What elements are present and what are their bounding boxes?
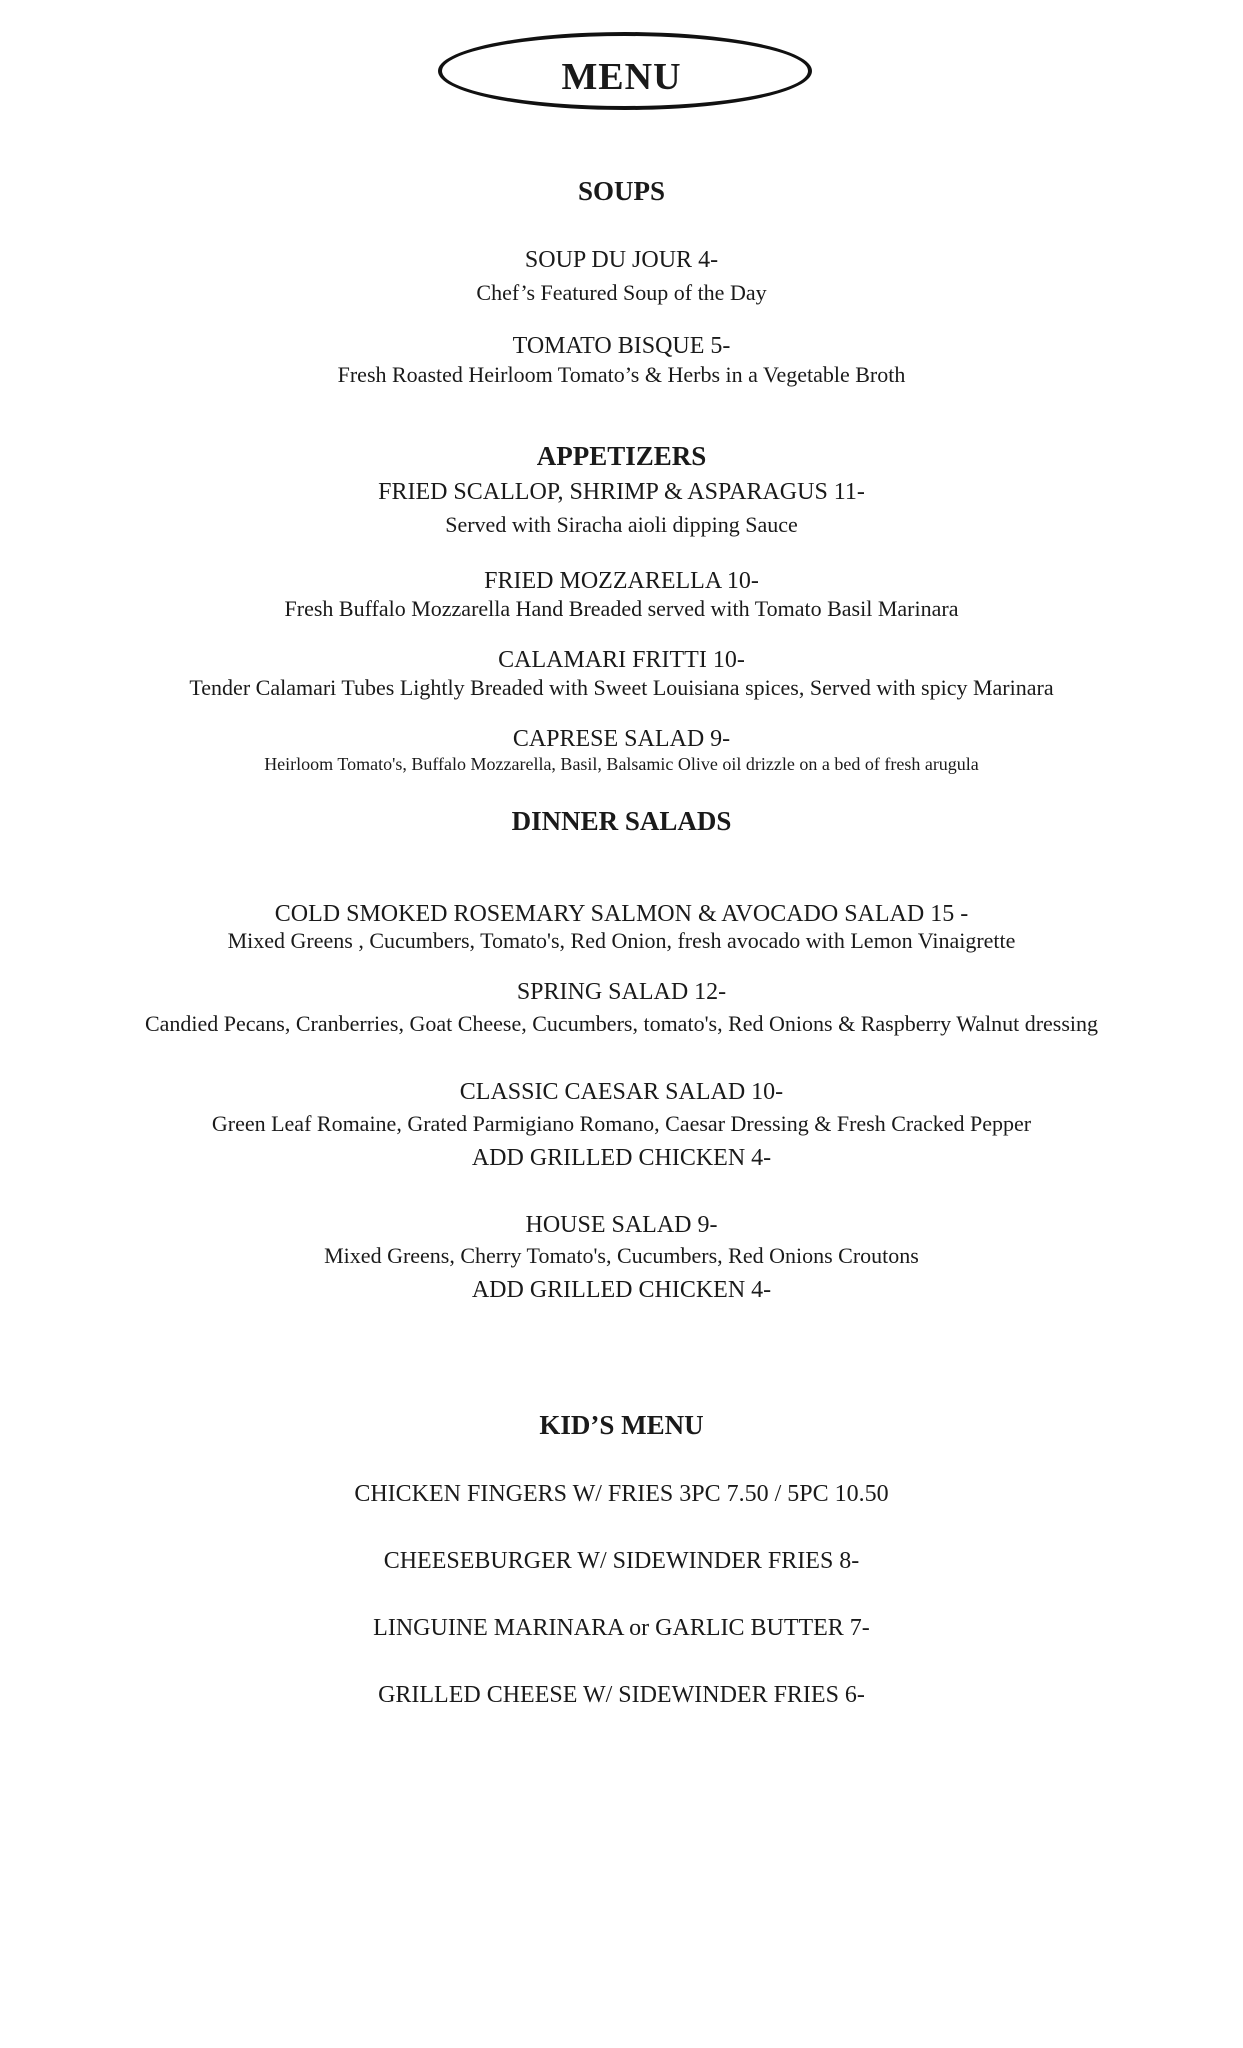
menu-item-name: CALAMARI FRITTI 10- [498,647,745,673]
menu-item-description: Fresh Buffalo Mozzarella Hand Breaded served with Tomato Basil Marinara [284,596,959,621]
menu-item-name: TOMATO BISQUE 5- [512,333,731,359]
kids-menu-item: LINGUINE MARINARA or GARLIC BUTTER 7- [373,1615,870,1641]
kids-menu-item: CHICKEN FINGERS W/ FRIES 3PC 7.50 / 5PC 10.50 [354,1481,889,1507]
menu-item-description: Mixed Greens , Cucumbers, Tomato's, Red Onion, fresh avocado with Lemon Vinaigrette [227,928,1016,953]
menu-item-name: SOUP DU JOUR 4- [524,247,719,273]
menu-item-description: Green Leaf Romaine, Grated Parmigiano Romano, Caesar Dressing & Fresh Cracked Pepper [211,1111,1032,1136]
menu-item-name: COLD SMOKED ROSEMARY SALMON & AVOCADO SALAD 15 - [274,901,969,927]
menu-item-name: FRIED MOZZARELLA 10- [484,568,759,594]
menu-item-name: FRIED SCALLOP, SHRIMP & ASPARAGUS 11- [378,479,865,505]
menu-item-name: HOUSE SALAD 9- [525,1212,718,1238]
section-heading-soups: SOUPS [577,176,666,206]
menu-title: MENU [561,56,682,98]
section-heading-dinner-salads: DINNER SALADS [511,806,732,836]
menu-item-description: Candied Pecans, Cranberries, Goat Cheese, Cucumbers, tomato's, Red Onions & Raspberry Walnut dressing [144,1011,1099,1036]
menu-item-description: Chef’s Featured Soup of the Day [476,280,767,305]
section-heading-appetizers: APPETIZERS [536,441,707,471]
menu-item-description: Fresh Roasted Heirloom Tomato’s & Herbs in a Vegetable Broth [337,362,906,387]
menu-item-name: SPRING SALAD 12- [516,979,727,1005]
menu-item-addon: ADD GRILLED CHICKEN 4- [471,1145,772,1171]
kids-menu-item: GRILLED CHEESE W/ SIDEWINDER FRIES 6- [378,1682,865,1708]
kids-menu-item: CHEESEBURGER W/ SIDEWINDER FRIES 8- [383,1548,860,1574]
menu-item-description: Tender Calamari Tubes Lightly Breaded with Sweet Louisiana spices, Served with spicy Marinara [189,675,1054,700]
menu-item-description: Mixed Greens, Cherry Tomato's, Cucumbers, Red Onions Croutons [324,1243,919,1268]
menu-item-name: CLASSIC CAESAR SALAD 10- [459,1079,784,1105]
menu-item-name: CAPRESE SALAD 9- [512,726,731,752]
section-heading-kids-menu: KID’S MENU [539,1410,704,1440]
menu-item-description: Heirloom Tomato's, Buffalo Mozzarella, Basil, Balsamic Olive oil drizzle on a bed of fresh arugula [264,754,979,774]
menu-item-addon: ADD GRILLED CHICKEN 4- [471,1277,772,1303]
menu-item-description: Served with Siracha aioli dipping Sauce [445,512,798,537]
